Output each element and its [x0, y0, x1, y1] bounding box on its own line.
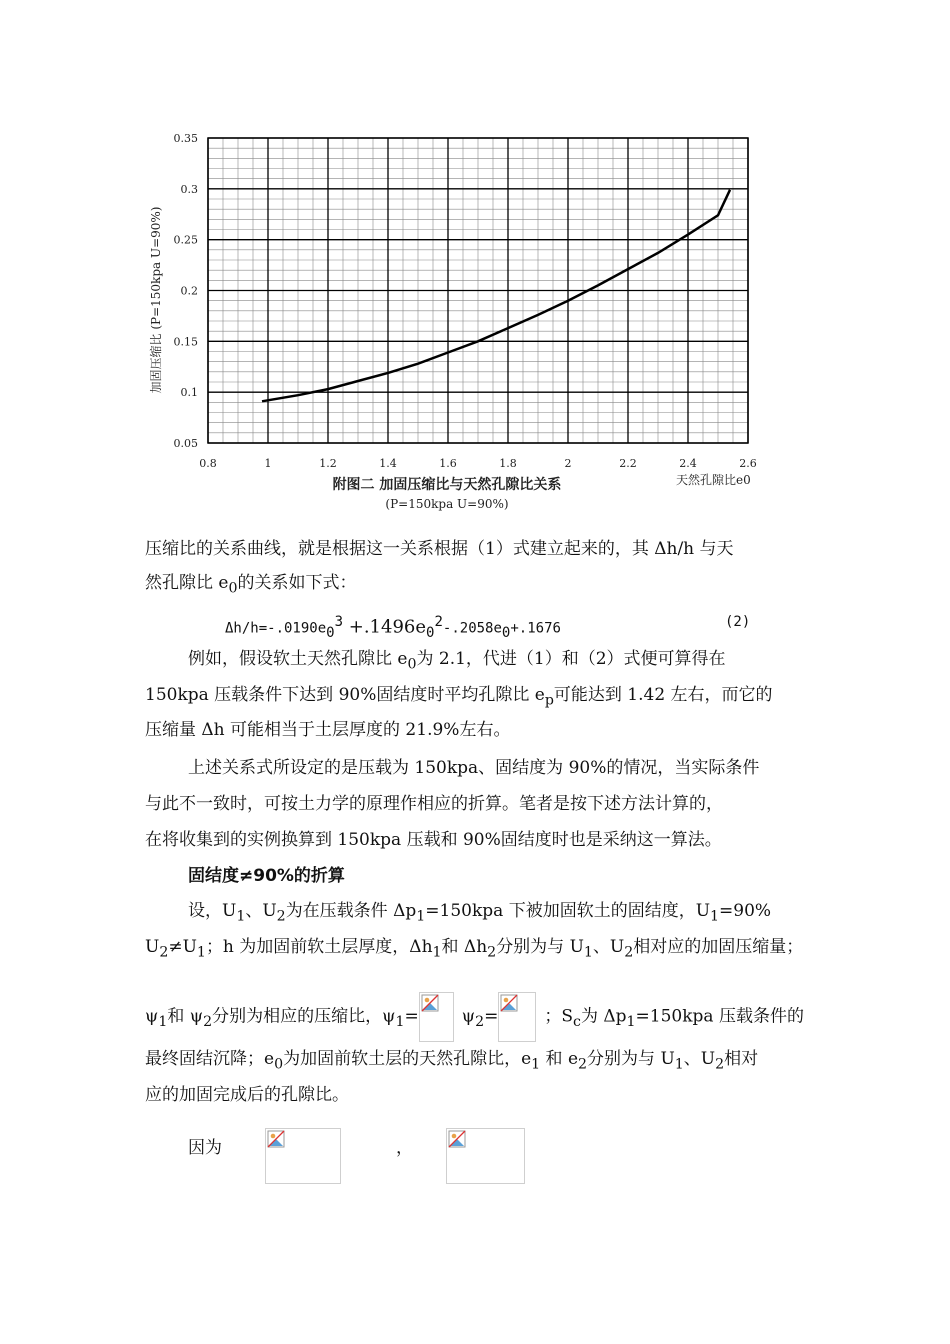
- broken-image-icon: [448, 1130, 466, 1148]
- equation-number: (2): [725, 614, 751, 630]
- paragraph-4-line-3: $\psi_1$和 $\psi_2$分别为相应的压缩比，$\psi_1=$ $\psi_2=$ ；$S_c$为 $\Delta p_1=150kpa$ 压载条件的: [145, 992, 804, 1042]
- paragraph-5-comma: ，: [396, 1138, 413, 1158]
- broken-image-icon: [267, 1130, 285, 1148]
- formula-image-2: [446, 1128, 525, 1184]
- paragraph-4-line-5: 应的加固完成后的孔隙比。: [145, 1085, 349, 1105]
- x-tick-label: 1.8: [499, 457, 517, 470]
- y-tick-label: 0.15: [173, 335, 198, 349]
- paragraph-4-line-2: $U_2\ne U_1$；h 为加固前软土层厚度，$\Delta h_1$和 $\Delta h_2$分别为与 $U_1$、$U_2$相对应的加固压缩量；: [145, 937, 804, 961]
- x-tick-label: 2.4: [679, 457, 697, 470]
- paragraph-4-line-1: 设，$U_1$、$U_2$为在压载条件 $\Delta p_1=150kpa$ 下被加固软土的固结度，$U_1=90\%$: [188, 901, 772, 925]
- y-tick-label: 0.3: [180, 182, 198, 196]
- series-line: [262, 190, 730, 401]
- y-tick-label: 0.35: [173, 132, 198, 145]
- y-tick-label: 0.25: [173, 233, 198, 247]
- x-axis-label: 天然孔隙比e0: [676, 473, 751, 487]
- chart: [0, 0, 950, 520]
- x-tick-label: 1.6: [439, 457, 457, 470]
- formula-image-psi1: [419, 992, 454, 1042]
- formula-image-psi2: [498, 992, 536, 1042]
- paragraph-2-line-2: 150kpa 压载条件下达到 90%固结度时平均孔隙比 $e_p$可能达到 1.42 左右，而它的: [145, 685, 773, 709]
- paragraph-1-line-2: 然孔隙比 $e_0$的关系如下式：: [145, 573, 357, 597]
- paragraph-5-because: 因为: [188, 1138, 222, 1158]
- paragraph-2-line-3: 压缩量 Δh 可能相当于土层厚度的 21.9%左右。: [145, 720, 511, 740]
- y-tick-label: 0.05: [173, 437, 198, 450]
- paragraph-3-line-2: 与此不一致时，可按土力学的原理作相应的折算。笔者是按下述方法计算的，: [145, 794, 723, 814]
- paragraph-2-line-1: 例如，假设软土天然孔隙比 $e_0$为 2.1，代进（1）和（2）式便可算得在: [188, 649, 726, 673]
- section-heading: 固结度≠90%的折算: [188, 866, 345, 886]
- y-axis-label: 加固压缩比 (P=150kpa U=90%): [149, 206, 163, 394]
- x-tick-label: 1.2: [319, 457, 337, 470]
- x-tick-label: 1: [264, 457, 272, 470]
- x-tick-label: 2.6: [739, 457, 757, 470]
- y-tick-label: 0.1: [180, 386, 198, 400]
- equation-2: $\Delta h/h=-.0190e_0^3 +.1496e_0^2-.2058e_0+.1676$: [225, 614, 561, 642]
- chart-subtitle: (P=150kpa U=90%): [385, 497, 509, 511]
- x-tick-label: 2: [564, 457, 572, 470]
- formula-image-1: [265, 1128, 341, 1184]
- chart-title: 附图二 加固压缩比与天然孔隙比关系: [332, 477, 562, 493]
- x-tick-label: 1.4: [379, 457, 397, 470]
- broken-image-icon: [421, 994, 439, 1012]
- paragraph-4-line-4: 最终固结沉降；$e_0$为加固前软土层的天然孔隙比，$e_1$ 和 $e_2$分别为与 $U_1$、$U_2$相对: [145, 1049, 759, 1073]
- x-tick-label: 0.8: [199, 457, 217, 470]
- broken-image-icon: [500, 994, 518, 1012]
- x-tick-label: 2.2: [619, 457, 637, 470]
- y-tick-labels: [174, 132, 199, 450]
- paragraph-1-line-1: 压缩比的关系曲线，就是根据这一关系根据（1）式建立起来的，其 Δh/h 与天: [145, 539, 734, 559]
- paragraph-3-line-3: 在将收集到的实例换算到 150kpa 压载和 90%固结度时也是采纳这一算法。: [145, 830, 722, 850]
- x-tick-labels: [199, 457, 757, 470]
- paragraph-3-line-1: 上述关系式所设定的是压载为 150kpa、固结度为 90%的情况，当实际条件: [188, 758, 760, 778]
- y-tick-label: 0.2: [180, 284, 198, 298]
